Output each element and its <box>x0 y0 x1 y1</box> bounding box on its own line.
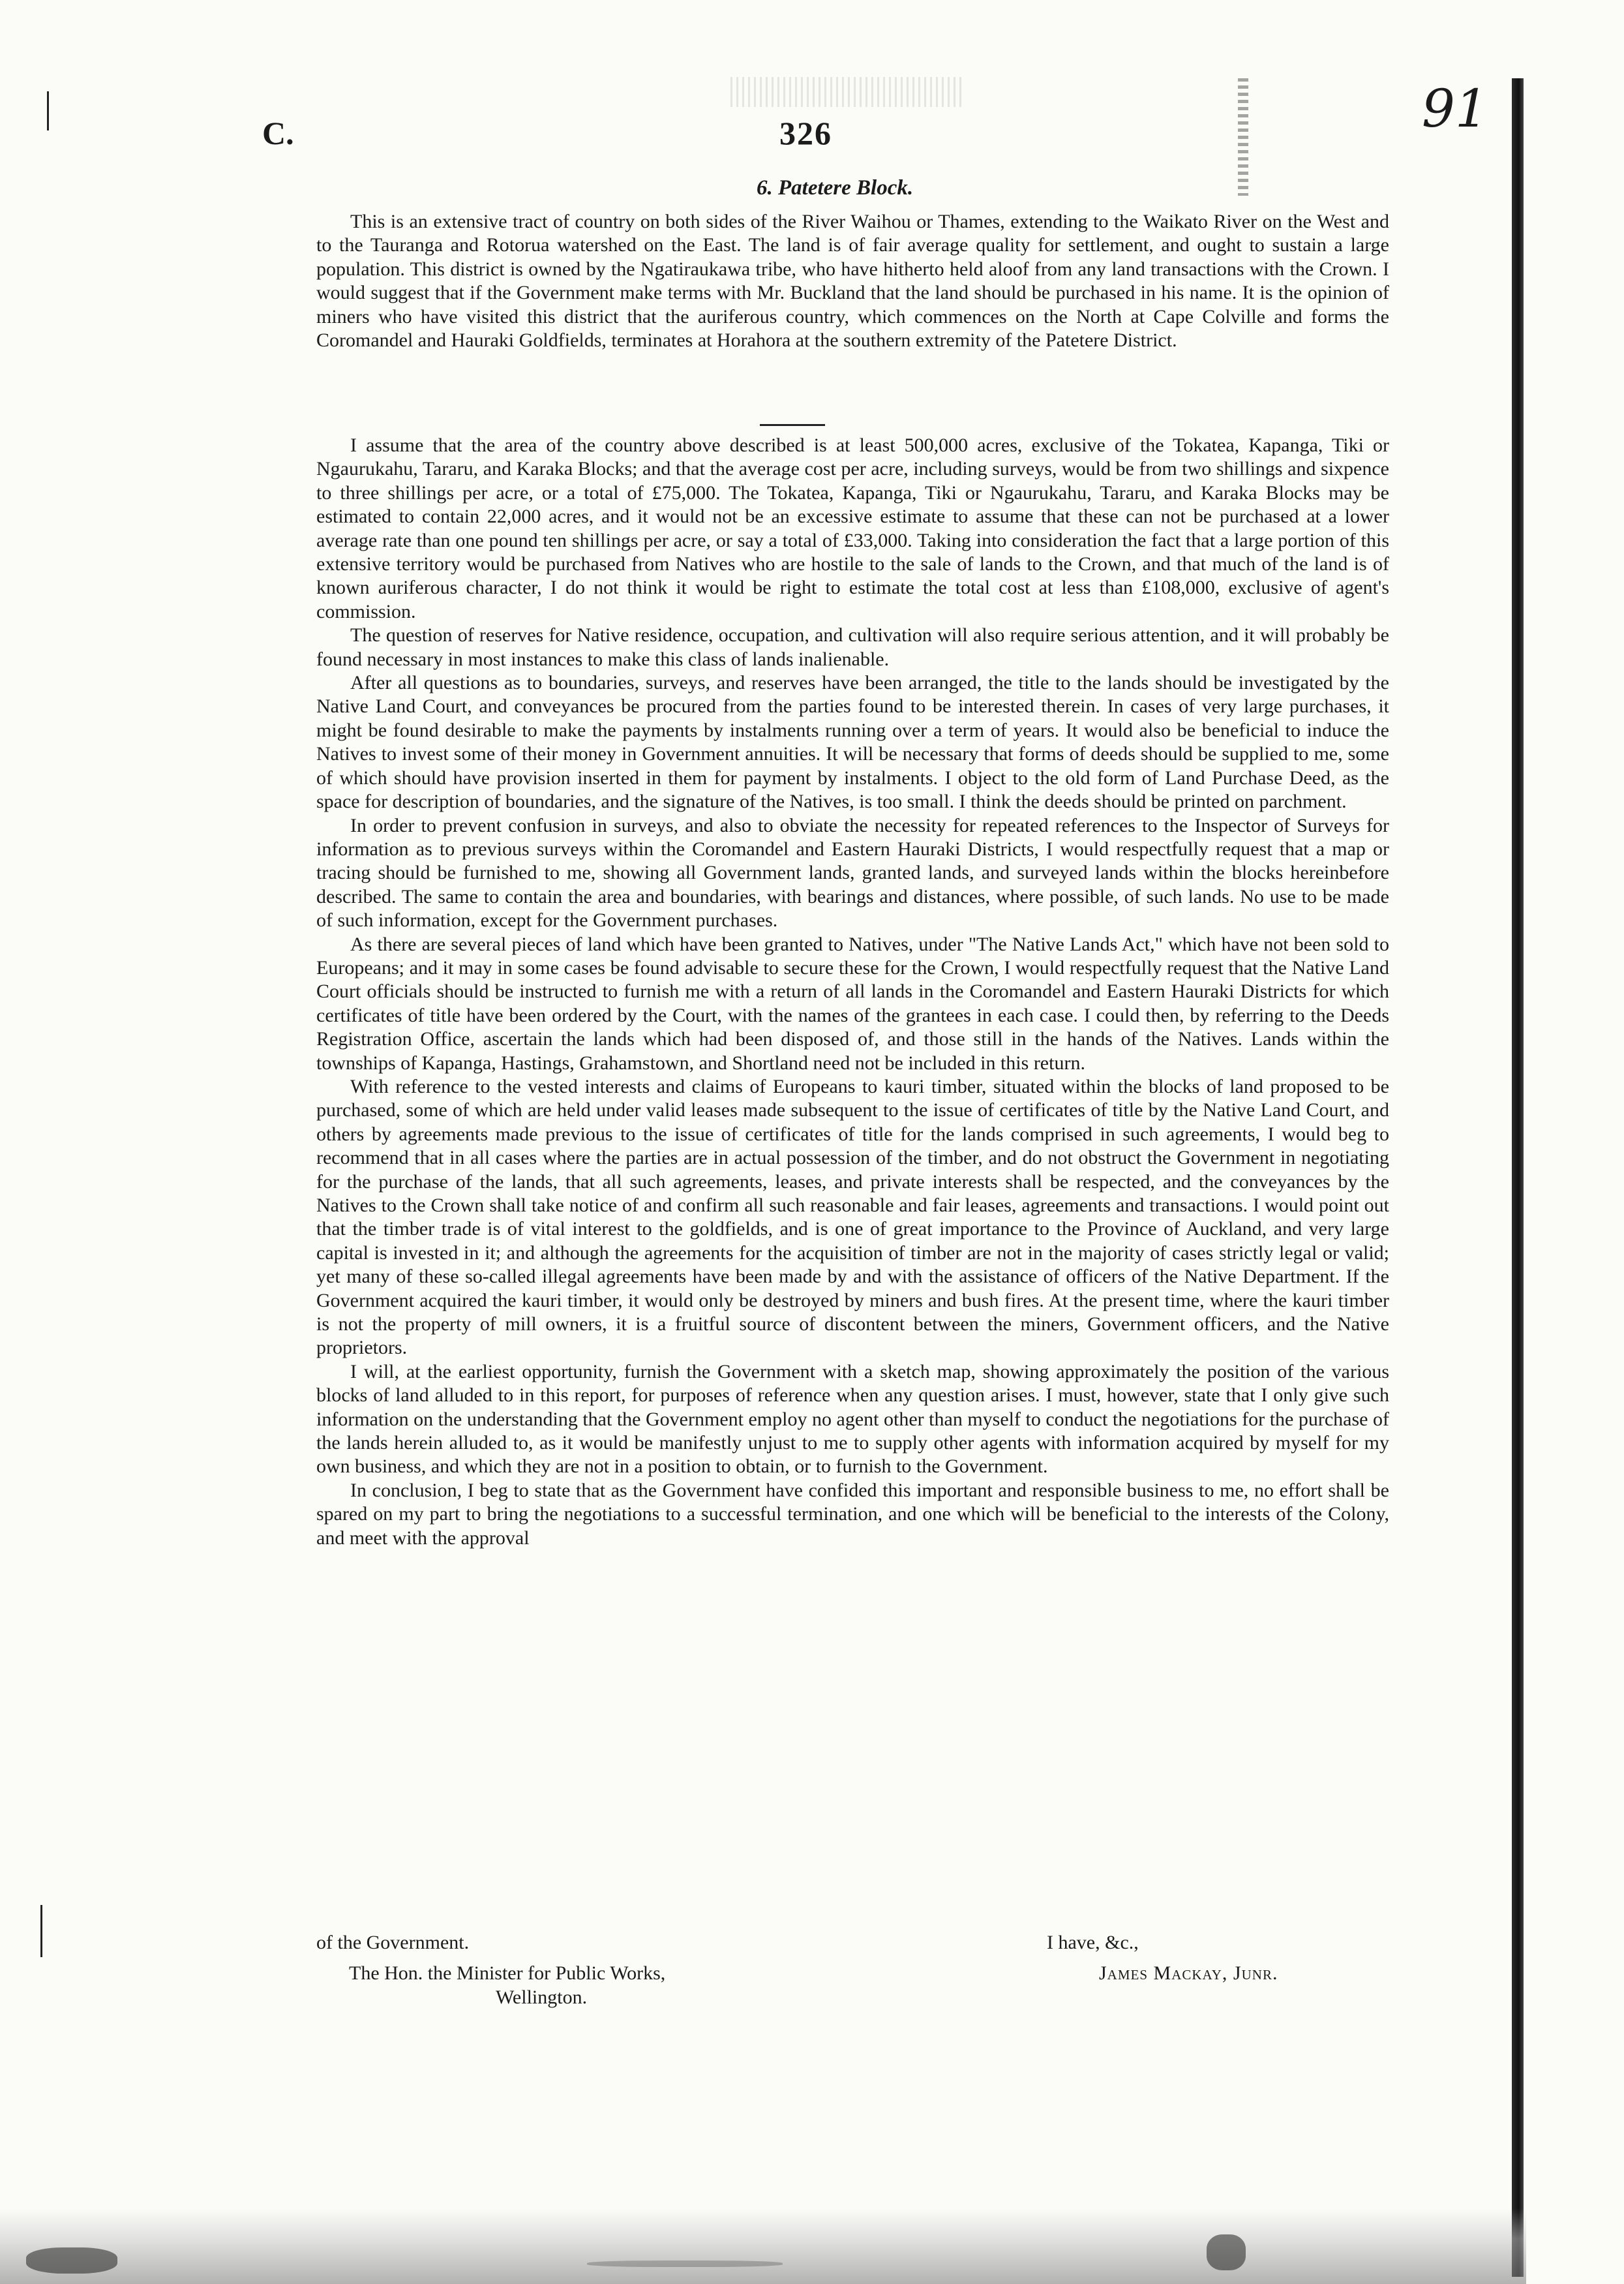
series-label: C. <box>262 115 294 151</box>
addressee-city: Wellington. <box>496 1987 588 2008</box>
paragraph: As there are several pieces of land which have been granted to Natives, under "The Native Lands Act," which have not been sold to Europeans; and it may in some cases be found advisable to secure these for the Crown, I would respectfully request that the Native Land Court officials should be instructed to furnish me with a return of all lands in the Coromandel and Eastern Hauraki Districts for which certificates of title have been ordered by the Court, with the names of the grantees in each case. I could then, by referring to the Deeds Registration Office, ascertain the lands which had been disposed of, and those still in the hands of the Natives. Lands within the townships of Kapanga, Hastings, Grahamstown, and Shortland need not be included in this return. <box>316 933 1389 1074</box>
addressee: The Hon. the Minister for Public Works, <box>349 1962 666 1984</box>
paragraph: With reference to the vested interests and claims of Europeans to kauri timber, situated within the blocks of land proposed to be purchased, some of which are held under valid leases made subsequent to the issue of certificates of title by the Native Land Court, and others by agreements made previous to the issue of certificates of title for the lands comprised in such agreements, I would beg to recommend that in all cases where the parties are in actual possession of the timber, and do not obstruct the Government in negotiating for the purchase of the lands, that all such agreements, leases, and private interests shall be respected, and the conveyances by the Natives to the Crown shall take notice of and confirm all such reasonable and fair leases, agreements and transactions. I would point out that the timber trade is of vital interest to the goldfields, and is one of great importance to the Province of Auckland, and very large capital is invested in it; and although the agreements for the acquisition of timber are not in the majority of cases strictly legal or valid; yet many of these so-called illegal agreements have been made by and with the assistance of officers of the Native Department. If the Government acquired the kauri timber, it would only be destroyed by miners and bush fires. At the present time, where the kauri timber is not the property of mill owners, it is a fruitful source of discontent between the miners, Government officers, and the Native proprietors. <box>316 1075 1389 1359</box>
paragraph: I will, at the earliest opportunity, furnish the Government with a sketch map, showing approximately the position of the various blocks of land alluded to in this report, for purposes of reference when any question arises. I must, however, state that I only give such information on the understanding that the Government employ no agent other than myself to conduct the negotiations for the purchase of the lands herein alluded to, as it would be manifestly unjust to me to supply other agents with information acquired by myself for my own business, and which they are not in a position to obtain, or to furnish to the Government. <box>316 1360 1389 1478</box>
handwritten-folio: 91 <box>1422 78 1488 139</box>
section-paragraph-block <box>316 210 1389 352</box>
signature: James Mackay, Junr. <box>1099 1962 1278 1984</box>
closing-line: of the Government. <box>316 1932 470 1953</box>
paragraph: This is an extensive tract of country on both sides of the River Waihou or Thames, extending to the Waikato River on the West and to the Tauranga and Rotorua watershed on the East. The land is of fair average quality for settlement, and ought to sustain a large population. This district is owned by the Ngatiraukawa tribe, who have hitherto held aloof from any land transactions with the Crown. I would suggest that if the Government make terms with Mr. Buckland that the land should be purchased in his name. It is the opinion of miners who have visited this district that the auriferous country, which commences on the North at Cape Colville and forms the Coromandel and Hauraki Goldfields, terminates at Horahora at the southern extremity of the Patetere District. <box>316 211 1389 352</box>
paragraph: After all questions as to boundaries, surveys, and reserves have been arranged, the title to the lands should be investigated by the Native Land Court, and conveyances be procured from the parties found to be interested therein. In cases of very large purchases, it might be found desirable to make the payments by instalments running over a term of years. It would also be beneficial to induce the Natives to invest some of their money in Government annuities. It will be necessary that forms of deeds should be supplied to me, some of which should have provision inserted in them for payment by instalments. I object to the old form of Land Purchase Deed, as the space for description of boundaries, and the signature of the Natives, is too small. I think the deeds should be printed on parchment. <box>316 672 1389 813</box>
section-divider <box>760 424 825 426</box>
salutation: I have, &c., <box>1047 1932 1139 1953</box>
report-body <box>316 434 1389 1550</box>
margin-mark <box>47 91 49 130</box>
paragraph: The question of reserves for Native residence, occupation, and cultivation will also require serious attention, and it will probably be found necessary in most instances to make this class of lands inalienable. <box>316 624 1389 670</box>
page-number: 326 <box>779 115 832 151</box>
margin-mark <box>40 1905 42 1957</box>
scan-noise <box>1238 78 1248 196</box>
paragraph: In order to prevent confusion in surveys, and also to obviate the necessity for repeated references to the Inspector of Surveys for information as to previous surveys within the Coromandel and Eastern Hauraki Districts, I would respectfully request that a map or tracing should be furnished to me, showing all Government lands, granted lands, and surveyed lands within the blocks hereinbefore described. The same to contain the area and boundaries, with bearings and distances, where possible, of such lands. No use to be made of such information, except for the Government purchases. <box>316 814 1389 932</box>
page-bottom-shadow <box>0 2208 1526 2284</box>
scan-noise <box>730 77 965 107</box>
section-heading: 6. Patetere Block. <box>757 176 914 200</box>
page-edge-shadow <box>1512 78 1524 2277</box>
paragraph: I assume that the area of the country above described is at least 500,000 acres, exclusive of the Tokatea, Kapanga, Tiki or Ngaurukahu, Tararu, and Karaka Blocks; and that the average cost per acre, including surveys, would be from two shillings and sixpence to three shillings per acre, or a total of £75,000. The Tokatea, Kapanga, Tiki or Ngaurukahu, Tararu, and Karaka Blocks may be estimated to contain 22,000 acres, and it would not be an excessive estimate to assume that these can not be purchased at a lower average rate than one pound ten shillings per acre, or say a total of £33,000. Taking into consideration the fact that a large portion of this extensive territory would be purchased from Natives who are hostile to the sale of lands to the Crown, and that much of the land is of known auriferous character, I do not think it would be right to estimate the total cost at less than £108,000, exclusive of agent's commission. <box>316 434 1389 622</box>
paragraph: In conclusion, I beg to state that as the Government have confided this important and responsible business to me, no effort shall be spared on my part to bring the negotiations to a successful termination, and one which will be beneficial to the interests of the Colony, and meet with the approval <box>316 1479 1389 1549</box>
